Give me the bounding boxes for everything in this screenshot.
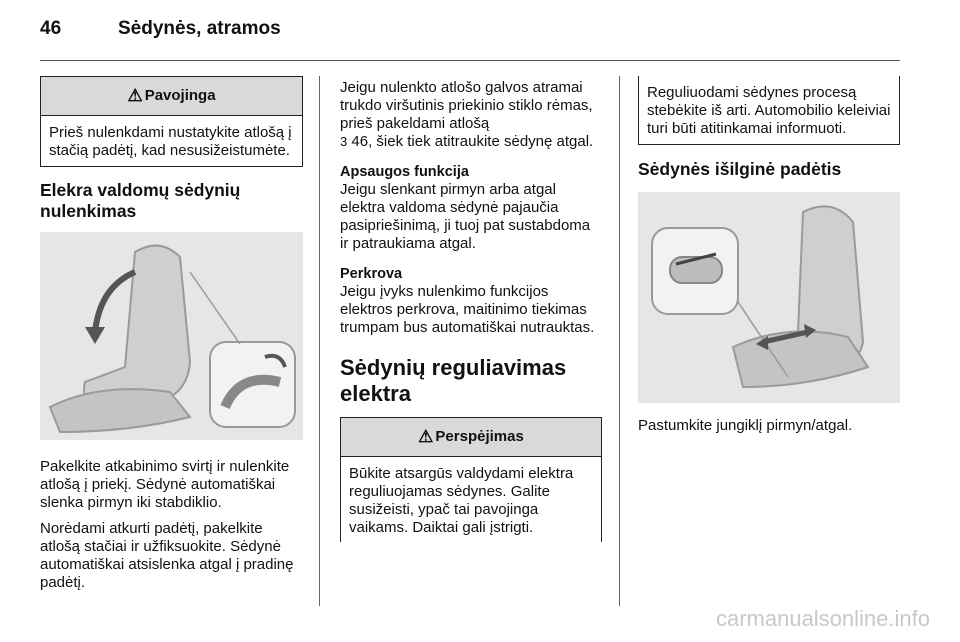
paragraph-protection: Jeigu slenkant pirmyn arba atgal elektra valdoma sėdynė pajaučia pasipriešinimą, ji tuoj pat sustabdoma ir patraukiama atgal. xyxy=(340,181,591,252)
seat-fold-drawing xyxy=(40,232,303,440)
section-heading-position: Sėdynės išilginė padėtis xyxy=(638,159,842,179)
paragraph-fold-2: Norėdami atkurti padėtį, pakelkite atlošą stačiai ir užfiksuokite. Sėdynė automatiškai atsislenka atgal į pradinę padėtį. xyxy=(40,520,294,591)
column-3 xyxy=(638,76,900,443)
danger-box-title: Pavojinga xyxy=(144,87,216,104)
danger-box xyxy=(40,76,303,167)
continued-warning-text: Reguliuodami sėdynes procesą stebėkite iš arti. Automobilio keleiviai turi būti atitinkamai informuoti. xyxy=(647,84,891,137)
warning-box-header xyxy=(341,418,601,457)
warning-box-title: Perspėjimas xyxy=(435,428,524,445)
column-1 xyxy=(40,76,303,600)
paragraph-headrest-ref: 46, šiek tiek atitraukite sėdynę atgal. xyxy=(351,133,594,150)
continued-warning-box xyxy=(638,76,900,145)
paragraph-fold-1: Pakelkite atkabinimo svirtį ir nulenkite atlošą į priekį. Sėdynė automatiškai slenka pirmyn iki stabdiklio. xyxy=(40,458,290,511)
paragraph-headrest-text: Jeigu nulenkto atlošo galvos atramai trukdo viršutinis priekinio stiklo rėmas, prieš pakeldami atlošą xyxy=(340,79,593,132)
section-heading-electric: Sėdynių reguliavimas elektra xyxy=(340,355,567,406)
caption-position: Pastumkite jungiklį pirmyn/atgal. xyxy=(638,417,853,434)
paragraph-headrest xyxy=(340,79,602,151)
warning-triangle-icon: ⚠ xyxy=(418,427,434,446)
seat-fold-illustration xyxy=(40,232,303,440)
page-title: Sėdynės, atramos xyxy=(118,18,281,39)
section-heading-fold: Elekra valdomų sėdynių nulenkimas xyxy=(40,180,241,221)
column-2 xyxy=(340,79,602,542)
warning-triangle-icon: ⚠ xyxy=(127,86,143,105)
header-divider xyxy=(40,60,900,61)
watermark: carmanualsonline.info xyxy=(715,606,930,631)
danger-box-header xyxy=(41,77,302,116)
warning-box xyxy=(340,417,602,542)
column-divider-2 xyxy=(619,76,620,606)
page-ref-icon: 3 xyxy=(340,134,348,149)
paragraph-overload: Jeigu įvyks nulenkimo funkcijos elektros perkrova, maitinimo tiekimas trumpam bus automatiškai nutrauktas. xyxy=(340,283,595,336)
danger-box-text: Prieš nulenkdami nustatykite atlošą į stačią padėtį, kad nesusižeistumėte. xyxy=(49,124,292,159)
seat-position-illustration xyxy=(638,192,900,403)
subheading-protection: Apsaugos funkcija xyxy=(340,164,469,180)
subheading-overload: Perkrova xyxy=(340,266,403,282)
seat-position-drawing xyxy=(638,192,900,403)
warning-box-text: Būkite atsargūs valdydami elektra reguliuojamas sėdynes. Galite susižeisti, ypač tai pavojinga vaikams. Daiktai gali įstrigti. xyxy=(349,465,574,536)
page-number: 46 xyxy=(40,18,62,39)
column-divider-1 xyxy=(319,76,320,606)
